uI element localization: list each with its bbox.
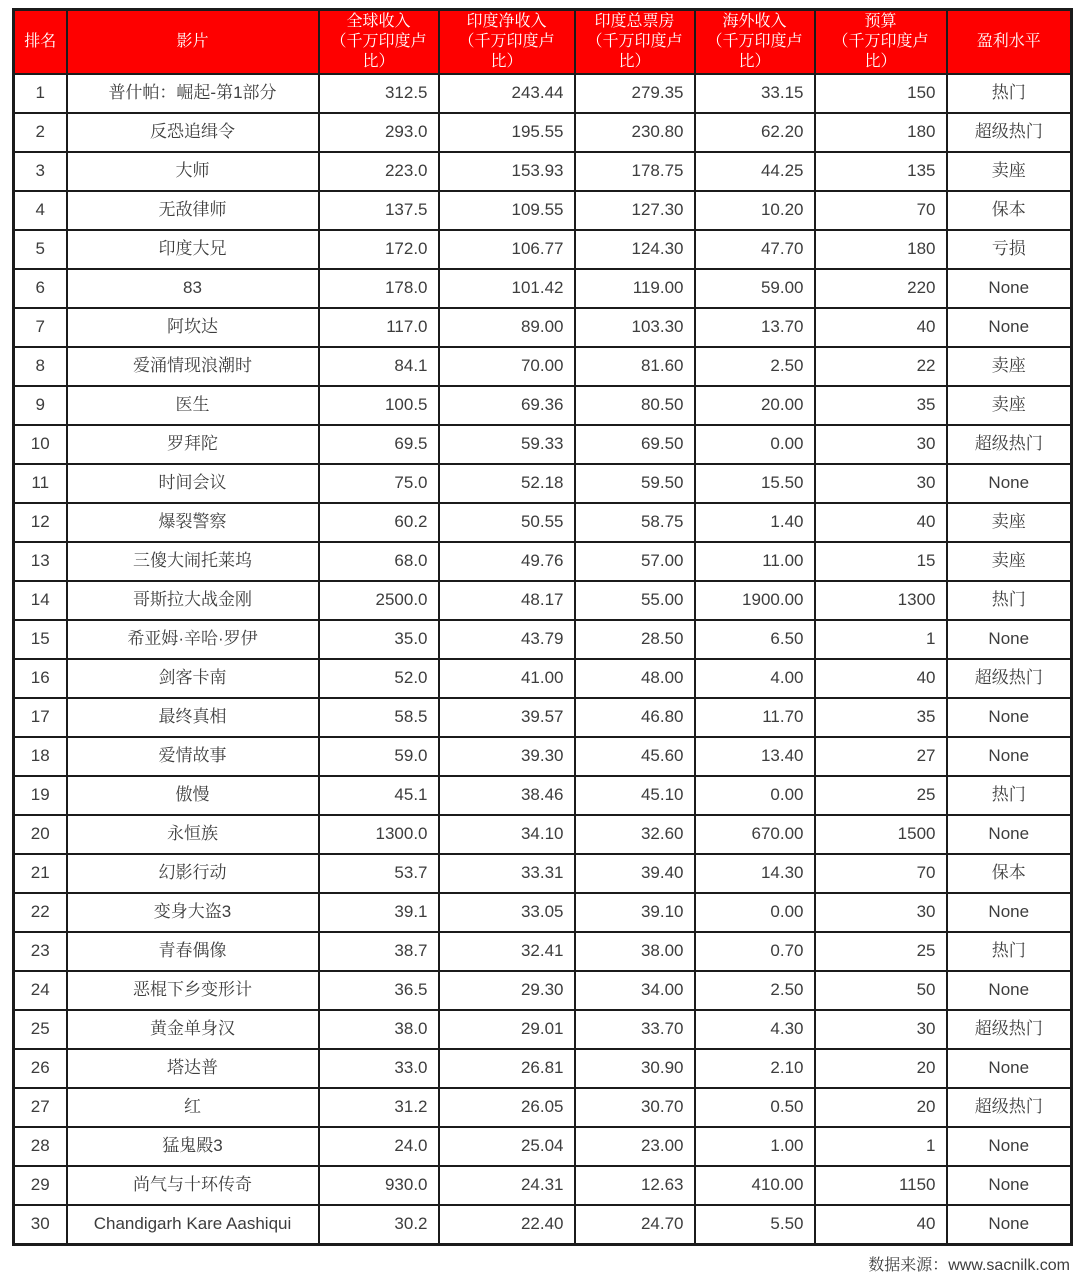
- film-cell: 医生: [67, 386, 319, 425]
- india-net-cell: 29.01: [439, 1010, 575, 1049]
- table-row: [14, 269, 1072, 308]
- overseas-cell: 1900.00: [695, 581, 815, 620]
- india-gross-cell: 34.00: [575, 971, 695, 1010]
- budget-cell: 20: [815, 1088, 947, 1127]
- india-net-cell: 39.57: [439, 698, 575, 737]
- table-row: [14, 1205, 1072, 1245]
- table-row: [14, 581, 1072, 620]
- overseas-cell: 0.00: [695, 893, 815, 932]
- table-row: [14, 893, 1072, 932]
- film-cell: Chandigarh Kare Aashiqui: [67, 1205, 319, 1245]
- film-cell: 剑客卡南: [67, 659, 319, 698]
- overseas-cell: 14.30: [695, 854, 815, 893]
- film-cell: 爆裂警察: [67, 503, 319, 542]
- budget-cell: 27: [815, 737, 947, 776]
- india-gross-cell: 32.60: [575, 815, 695, 854]
- verdict-cell: None: [947, 620, 1072, 659]
- rank-cell: 9: [14, 386, 67, 425]
- india-net-cell: 22.40: [439, 1205, 575, 1245]
- worldwide-gross-cell: 38.7: [319, 932, 439, 971]
- worldwide-gross-cell: 930.0: [319, 1166, 439, 1205]
- overseas-cell: 1.00: [695, 1127, 815, 1166]
- overseas-cell: 410.00: [695, 1166, 815, 1205]
- table-row: [14, 152, 1072, 191]
- film-cell: 幻影行动: [67, 854, 319, 893]
- verdict-cell: 超级热门: [947, 1010, 1072, 1049]
- india-net-cell: 41.00: [439, 659, 575, 698]
- col-header-india-net: [439, 10, 575, 75]
- worldwide-gross-cell: 178.0: [319, 269, 439, 308]
- budget-cell: 70: [815, 191, 947, 230]
- worldwide-gross-cell: 312.5: [319, 74, 439, 113]
- film-cell: 永恒族: [67, 815, 319, 854]
- india-net-cell: 101.42: [439, 269, 575, 308]
- rank-cell: 21: [14, 854, 67, 893]
- india-net-cell: 89.00: [439, 308, 575, 347]
- india-net-cell: 32.41: [439, 932, 575, 971]
- verdict-cell: 卖座: [947, 503, 1072, 542]
- rank-cell: 17: [14, 698, 67, 737]
- col-title-india-gross: 印度总票房: [594, 13, 675, 30]
- overseas-cell: 62.20: [695, 113, 815, 152]
- india-net-cell: 106.77: [439, 230, 575, 269]
- worldwide-gross-cell: 1300.0: [319, 815, 439, 854]
- rank-cell: 12: [14, 503, 67, 542]
- india-gross-cell: 30.70: [575, 1088, 695, 1127]
- worldwide-gross-cell: 24.0: [319, 1127, 439, 1166]
- rank-cell: 10: [14, 425, 67, 464]
- overseas-cell: 11.00: [695, 542, 815, 581]
- rank-cell: 5: [14, 230, 67, 269]
- overseas-cell: 2.50: [695, 347, 815, 386]
- rank-cell: 28: [14, 1127, 67, 1166]
- film-cell: 爱涌情现浪潮时: [67, 347, 319, 386]
- budget-cell: 180: [815, 230, 947, 269]
- india-net-cell: 195.55: [439, 113, 575, 152]
- verdict-cell: 卖座: [947, 542, 1072, 581]
- verdict-cell: 超级热门: [947, 113, 1072, 152]
- india-gross-cell: 58.75: [575, 503, 695, 542]
- rank-cell: 8: [14, 347, 67, 386]
- film-cell: 傲慢: [67, 776, 319, 815]
- budget-cell: 40: [815, 308, 947, 347]
- worldwide-gross-cell: 45.1: [319, 776, 439, 815]
- table-row: [14, 74, 1072, 113]
- verdict-cell: None: [947, 815, 1072, 854]
- overseas-cell: 4.00: [695, 659, 815, 698]
- film-cell: 变身大盗3: [67, 893, 319, 932]
- rank-cell: 23: [14, 932, 67, 971]
- verdict-cell: 保本: [947, 191, 1072, 230]
- worldwide-gross-cell: 75.0: [319, 464, 439, 503]
- budget-cell: 135: [815, 152, 947, 191]
- india-gross-cell: 39.10: [575, 893, 695, 932]
- col-header-india-gross: [575, 10, 695, 75]
- worldwide-gross-cell: 39.1: [319, 893, 439, 932]
- overseas-cell: 13.40: [695, 737, 815, 776]
- budget-cell: 1300: [815, 581, 947, 620]
- col-title-verdict: 盈利水平: [976, 33, 1041, 50]
- worldwide-gross-cell: 84.1: [319, 347, 439, 386]
- india-gross-cell: 46.80: [575, 698, 695, 737]
- budget-cell: 40: [815, 659, 947, 698]
- budget-cell: 1: [815, 620, 947, 659]
- overseas-cell: 0.00: [695, 425, 815, 464]
- rank-cell: 4: [14, 191, 67, 230]
- overseas-cell: 4.30: [695, 1010, 815, 1049]
- rank-cell: 26: [14, 1049, 67, 1088]
- rank-cell: 2: [14, 113, 67, 152]
- budget-cell: 1: [815, 1127, 947, 1166]
- india-gross-cell: 30.90: [575, 1049, 695, 1088]
- table-row: [14, 776, 1072, 815]
- film-cell: 哥斯拉大战金刚: [67, 581, 319, 620]
- budget-cell: 15: [815, 542, 947, 581]
- overseas-cell: 0.50: [695, 1088, 815, 1127]
- film-cell: 猛鬼殿3: [67, 1127, 319, 1166]
- table-header: [14, 10, 1072, 75]
- verdict-cell: None: [947, 893, 1072, 932]
- verdict-cell: None: [947, 737, 1072, 776]
- worldwide-gross-cell: 117.0: [319, 308, 439, 347]
- india-net-cell: 70.00: [439, 347, 575, 386]
- worldwide-gross-cell: 137.5: [319, 191, 439, 230]
- col-header-rank: [14, 10, 67, 75]
- india-net-cell: 109.55: [439, 191, 575, 230]
- budget-cell: 1150: [815, 1166, 947, 1205]
- worldwide-gross-cell: 31.2: [319, 1088, 439, 1127]
- india-net-cell: 153.93: [439, 152, 575, 191]
- overseas-cell: 0.00: [695, 776, 815, 815]
- verdict-cell: 热门: [947, 776, 1072, 815]
- budget-cell: 180: [815, 113, 947, 152]
- verdict-cell: 保本: [947, 854, 1072, 893]
- budget-cell: 40: [815, 503, 947, 542]
- india-gross-cell: 48.00: [575, 659, 695, 698]
- film-cell: 尚气与十环传奇: [67, 1166, 319, 1205]
- film-cell: 时间会议: [67, 464, 319, 503]
- table-row: [14, 542, 1072, 581]
- table-row: [14, 1049, 1072, 1088]
- table-row: [14, 425, 1072, 464]
- table-row: [14, 308, 1072, 347]
- worldwide-gross-cell: 2500.0: [319, 581, 439, 620]
- overseas-cell: 0.70: [695, 932, 815, 971]
- india-net-cell: 50.55: [439, 503, 575, 542]
- india-gross-cell: 38.00: [575, 932, 695, 971]
- table-row: [14, 347, 1072, 386]
- india-gross-cell: 59.50: [575, 464, 695, 503]
- overseas-cell: 1.40: [695, 503, 815, 542]
- budget-cell: 30: [815, 425, 947, 464]
- rank-cell: 19: [14, 776, 67, 815]
- rank-cell: 22: [14, 893, 67, 932]
- table-row: [14, 1088, 1072, 1127]
- verdict-cell: 超级热门: [947, 1088, 1072, 1127]
- india-net-cell: 39.30: [439, 737, 575, 776]
- col-unit-budget: （千万印度卢比）: [832, 33, 929, 70]
- data-source-note: 数据来源：www.sacnilk.com: [868, 1257, 1070, 1274]
- film-cell: 大师: [67, 152, 319, 191]
- worldwide-gross-cell: 59.0: [319, 737, 439, 776]
- overseas-cell: 20.00: [695, 386, 815, 425]
- rank-cell: 13: [14, 542, 67, 581]
- worldwide-gross-cell: 38.0: [319, 1010, 439, 1049]
- worldwide-gross-cell: 52.0: [319, 659, 439, 698]
- worldwide-gross-cell: 36.5: [319, 971, 439, 1010]
- film-cell: 无敌律师: [67, 191, 319, 230]
- india-gross-cell: 24.70: [575, 1205, 695, 1245]
- budget-cell: 30: [815, 893, 947, 932]
- table-row: [14, 386, 1072, 425]
- overseas-cell: 6.50: [695, 620, 815, 659]
- col-unit-india-gross: （千万印度卢比）: [586, 33, 683, 70]
- verdict-cell: 热门: [947, 74, 1072, 113]
- rank-cell: 7: [14, 308, 67, 347]
- rank-cell: 14: [14, 581, 67, 620]
- verdict-cell: None: [947, 1049, 1072, 1088]
- table-row: [14, 659, 1072, 698]
- verdict-cell: None: [947, 1166, 1072, 1205]
- rank-cell: 15: [14, 620, 67, 659]
- table-row: [14, 1127, 1072, 1166]
- overseas-cell: 59.00: [695, 269, 815, 308]
- table-row: [14, 464, 1072, 503]
- budget-cell: 150: [815, 74, 947, 113]
- budget-cell: 22: [815, 347, 947, 386]
- budget-cell: 35: [815, 698, 947, 737]
- table-row: [14, 1166, 1072, 1205]
- table-row: [14, 737, 1072, 776]
- budget-cell: 50: [815, 971, 947, 1010]
- verdict-cell: None: [947, 1127, 1072, 1166]
- film-cell: 普什帕：崛起-第1部分: [67, 74, 319, 113]
- india-net-cell: 243.44: [439, 74, 575, 113]
- budget-cell: 30: [815, 1010, 947, 1049]
- header-row: [14, 10, 1072, 75]
- rank-cell: 16: [14, 659, 67, 698]
- overseas-cell: 10.20: [695, 191, 815, 230]
- overseas-cell: 670.00: [695, 815, 815, 854]
- film-cell: 阿坎达: [67, 308, 319, 347]
- budget-cell: 70: [815, 854, 947, 893]
- india-net-cell: 48.17: [439, 581, 575, 620]
- film-cell: 罗拜陀: [67, 425, 319, 464]
- india-gross-cell: 119.00: [575, 269, 695, 308]
- verdict-cell: 卖座: [947, 386, 1072, 425]
- budget-cell: 35: [815, 386, 947, 425]
- film-cell: 恶棍下乡变形计: [67, 971, 319, 1010]
- india-gross-cell: 57.00: [575, 542, 695, 581]
- india-net-cell: 43.79: [439, 620, 575, 659]
- film-cell: 希亚姆·辛哈·罗伊: [67, 620, 319, 659]
- verdict-cell: 超级热门: [947, 659, 1072, 698]
- overseas-cell: 5.50: [695, 1205, 815, 1245]
- rank-cell: 29: [14, 1166, 67, 1205]
- india-net-cell: 69.36: [439, 386, 575, 425]
- india-net-cell: 26.81: [439, 1049, 575, 1088]
- india-gross-cell: 81.60: [575, 347, 695, 386]
- india-gross-cell: 103.30: [575, 308, 695, 347]
- india-net-cell: 25.04: [439, 1127, 575, 1166]
- table-row: [14, 113, 1072, 152]
- india-gross-cell: 230.80: [575, 113, 695, 152]
- india-net-cell: 33.05: [439, 893, 575, 932]
- verdict-cell: 热门: [947, 932, 1072, 971]
- verdict-cell: 超级热门: [947, 425, 1072, 464]
- col-title-overseas: 海外收入: [722, 13, 787, 30]
- india-gross-cell: 12.63: [575, 1166, 695, 1205]
- worldwide-gross-cell: 53.7: [319, 854, 439, 893]
- col-unit-worldwide-gross: （千万印度卢比）: [330, 33, 427, 70]
- verdict-cell: 卖座: [947, 347, 1072, 386]
- india-gross-cell: 39.40: [575, 854, 695, 893]
- india-gross-cell: 80.50: [575, 386, 695, 425]
- col-title-rank: 排名: [24, 33, 57, 50]
- overseas-cell: 47.70: [695, 230, 815, 269]
- budget-cell: 220: [815, 269, 947, 308]
- india-net-cell: 24.31: [439, 1166, 575, 1205]
- table-row: [14, 503, 1072, 542]
- worldwide-gross-cell: 223.0: [319, 152, 439, 191]
- india-net-cell: 49.76: [439, 542, 575, 581]
- table-row: [14, 230, 1072, 269]
- budget-cell: 40: [815, 1205, 947, 1245]
- film-cell: 黄金单身汉: [67, 1010, 319, 1049]
- table-row: [14, 1010, 1072, 1049]
- rank-cell: 18: [14, 737, 67, 776]
- budget-cell: 20: [815, 1049, 947, 1088]
- film-cell: 塔达普: [67, 1049, 319, 1088]
- col-title-film: 影片: [176, 33, 209, 50]
- rank-cell: 30: [14, 1205, 67, 1245]
- india-gross-cell: 127.30: [575, 191, 695, 230]
- table-body: [14, 74, 1072, 1245]
- col-header-overseas: [695, 10, 815, 75]
- verdict-cell: 热门: [947, 581, 1072, 620]
- budget-cell: 25: [815, 776, 947, 815]
- verdict-cell: None: [947, 308, 1072, 347]
- india-gross-cell: 45.60: [575, 737, 695, 776]
- film-cell: 三傻大闹托莱坞: [67, 542, 319, 581]
- budget-cell: 1500: [815, 815, 947, 854]
- film-cell: 爱情故事: [67, 737, 319, 776]
- col-header-worldwide-gross: [319, 10, 439, 75]
- worldwide-gross-cell: 60.2: [319, 503, 439, 542]
- india-net-cell: 33.31: [439, 854, 575, 893]
- worldwide-gross-cell: 30.2: [319, 1205, 439, 1245]
- verdict-cell: 亏损: [947, 230, 1072, 269]
- rank-cell: 20: [14, 815, 67, 854]
- rank-cell: 11: [14, 464, 67, 503]
- india-gross-cell: 124.30: [575, 230, 695, 269]
- col-header-verdict: [947, 10, 1072, 75]
- india-gross-cell: 55.00: [575, 581, 695, 620]
- col-title-budget: 预算: [864, 13, 897, 30]
- overseas-cell: 2.10: [695, 1049, 815, 1088]
- india-net-cell: 29.30: [439, 971, 575, 1010]
- rank-cell: 6: [14, 269, 67, 308]
- movie-box-office-table: [12, 8, 1073, 1246]
- budget-cell: 30: [815, 464, 947, 503]
- india-gross-cell: 28.50: [575, 620, 695, 659]
- verdict-cell: None: [947, 971, 1072, 1010]
- overseas-cell: 13.70: [695, 308, 815, 347]
- col-header-budget: [815, 10, 947, 75]
- film-cell: 83: [67, 269, 319, 308]
- table-row: [14, 698, 1072, 737]
- col-title-worldwide-gross: 全球收入: [346, 13, 411, 30]
- worldwide-gross-cell: 69.5: [319, 425, 439, 464]
- india-gross-cell: 178.75: [575, 152, 695, 191]
- overseas-cell: 2.50: [695, 971, 815, 1010]
- worldwide-gross-cell: 100.5: [319, 386, 439, 425]
- india-net-cell: 26.05: [439, 1088, 575, 1127]
- film-cell: 青春偶像: [67, 932, 319, 971]
- india-gross-cell: 279.35: [575, 74, 695, 113]
- rank-cell: 27: [14, 1088, 67, 1127]
- rank-cell: 24: [14, 971, 67, 1010]
- worldwide-gross-cell: 35.0: [319, 620, 439, 659]
- worldwide-gross-cell: 293.0: [319, 113, 439, 152]
- film-cell: 反恐追缉令: [67, 113, 319, 152]
- verdict-cell: None: [947, 698, 1072, 737]
- worldwide-gross-cell: 68.0: [319, 542, 439, 581]
- table-row: [14, 191, 1072, 230]
- table-row: [14, 971, 1072, 1010]
- overseas-cell: 11.70: [695, 698, 815, 737]
- verdict-cell: None: [947, 464, 1072, 503]
- worldwide-gross-cell: 172.0: [319, 230, 439, 269]
- overseas-cell: 44.25: [695, 152, 815, 191]
- table-row: [14, 815, 1072, 854]
- india-gross-cell: 23.00: [575, 1127, 695, 1166]
- verdict-cell: 卖座: [947, 152, 1072, 191]
- table-row: [14, 620, 1072, 659]
- col-unit-india-net: （千万印度卢比）: [458, 33, 555, 70]
- india-gross-cell: 69.50: [575, 425, 695, 464]
- india-net-cell: 59.33: [439, 425, 575, 464]
- india-gross-cell: 33.70: [575, 1010, 695, 1049]
- film-cell: 最终真相: [67, 698, 319, 737]
- india-net-cell: 52.18: [439, 464, 575, 503]
- worldwide-gross-cell: 58.5: [319, 698, 439, 737]
- overseas-cell: 15.50: [695, 464, 815, 503]
- india-net-cell: 38.46: [439, 776, 575, 815]
- overseas-cell: 33.15: [695, 74, 815, 113]
- india-net-cell: 34.10: [439, 815, 575, 854]
- film-cell: 印度大兄: [67, 230, 319, 269]
- rank-cell: 1: [14, 74, 67, 113]
- col-unit-overseas: （千万印度卢比）: [706, 33, 803, 70]
- rank-cell: 25: [14, 1010, 67, 1049]
- india-gross-cell: 45.10: [575, 776, 695, 815]
- budget-cell: 25: [815, 932, 947, 971]
- verdict-cell: None: [947, 269, 1072, 308]
- film-cell: 红: [67, 1088, 319, 1127]
- col-title-india-net: 印度净收入: [466, 13, 547, 30]
- table-row: [14, 932, 1072, 971]
- rank-cell: 3: [14, 152, 67, 191]
- verdict-cell: None: [947, 1205, 1072, 1245]
- col-header-film: [67, 10, 319, 75]
- table-row: [14, 854, 1072, 893]
- worldwide-gross-cell: 33.0: [319, 1049, 439, 1088]
